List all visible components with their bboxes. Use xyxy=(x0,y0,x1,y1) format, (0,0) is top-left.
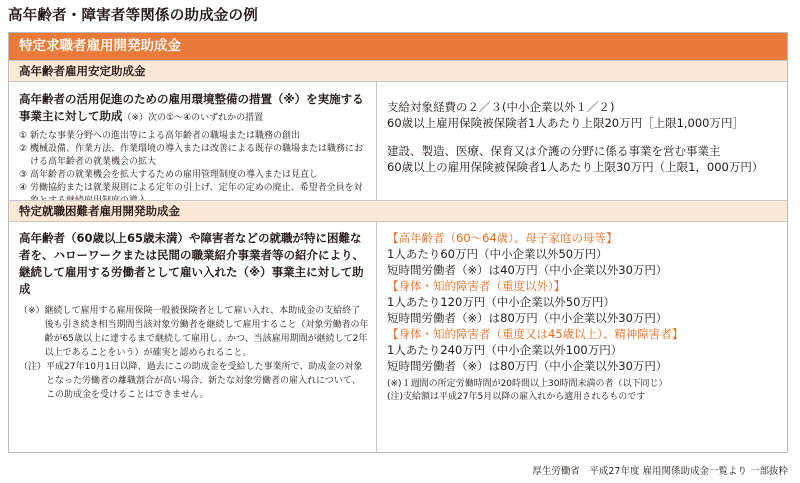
amount-line: 60歳以上の雇用保険被保険者1人あたり上限30万円（上限1，000万円） xyxy=(387,160,764,174)
section2-lead: 高年齢者（60歳以上65歳未満）や障害者などの就職が特に困難な者を、ハローワークまたは民間の職業紹介事業者等の紹介により、継続して雇用する労働者として雇い入れた（※）事業主に対して助成 xyxy=(19,231,364,296)
source-citation: 厚生労働省 平成27年度 雇用関係助成金一覧より 一部抜粋 xyxy=(532,466,788,477)
item-text: 高年齢者の就業機会を拡大するための雇用管理制度の導入または見直し xyxy=(30,170,319,180)
section2-notes xyxy=(19,304,369,402)
group-heading: 【身体・知的障害者（重度又は45歳以上）、精神障害者】 xyxy=(387,327,684,341)
section1-right xyxy=(387,99,782,175)
section1-lead-note: （※）次の①～④のいずれかの措置 xyxy=(122,113,264,123)
item-marker: ② xyxy=(19,144,28,154)
note-text: 継続して雇用する雇用保険一般被保険者として雇い入れ、本助成金の支給終了後も引き続き相当期間当該対象労働者を継続して雇用すること（対象労働者の年齢が65歳以上に達するまで継続して雇用し、かつ、当該雇用期間が継続して2年以上であることをいう）が確実と認められること。 xyxy=(44,306,369,358)
amount-line: 1人あたり60万円（中小企業以外50万円） xyxy=(387,247,608,261)
section1-left xyxy=(19,91,369,208)
list-item xyxy=(19,143,369,169)
amount-line: 1人あたり240万円（中小企業以外100万円） xyxy=(387,343,623,357)
item-text: 労働協約または就業規則による定年の引上げ、定年の定めの廃止、希望者全員を対 xyxy=(30,183,363,193)
note-item xyxy=(19,360,369,402)
section1-items xyxy=(19,130,369,208)
section1-lead xyxy=(19,91,369,127)
amount-line: 1人あたり120万円（中小企業以外50万円） xyxy=(387,295,615,309)
item-marker: ③ xyxy=(19,170,28,180)
amount-line: 短時間労働者（※）は80万円（中小企業以外30万円） xyxy=(387,359,668,373)
item-text: 新たな事業分野への進出等による高年齢者の職場または職務の創出 xyxy=(30,131,301,141)
list-item xyxy=(19,169,369,182)
note-marker: （注） xyxy=(19,362,47,372)
item-marker: ① xyxy=(19,131,28,141)
note-marker: （※） xyxy=(19,306,45,316)
list-item xyxy=(19,130,369,143)
section2-left xyxy=(19,230,369,402)
note-text: 平成27年10月1日以降、過去にこの助成金を受給した事業所で、助成金の対象となった労働者の離職割合が高い場合、新たな対象労働者の雇入れについて、この助成金を受けることはできません。 xyxy=(46,362,363,400)
amount-line: 支給対象経費の２／３(中小企業以外１／２) xyxy=(387,100,615,114)
amount-line: 建設、製造、医療、保育又は介護の分野に係る事業を営む事業主 xyxy=(387,144,721,158)
amount-line: 短時間労働者（※）は80万円（中小企業以外30万円） xyxy=(387,311,668,325)
group-heading: 【身体・知的障害者（重度以外）】 xyxy=(387,279,566,293)
section2-divider xyxy=(376,222,377,453)
footnote: (注)支給額は平成27年5月以降の雇入れから適用されるものです xyxy=(387,392,646,402)
footnote: (※)１週間の所定労働時間が20時間以上30時間未満の者（以下同じ） xyxy=(387,379,668,389)
amount-line: 短時間労働者（※）は40万円（中小企業以外30万円） xyxy=(387,263,668,277)
item-text: 機械設備、作業方法、作業環境の導入または改善による既存の職場または職務における高年齢者の就業機会の拡大 xyxy=(30,144,364,167)
section1-lead-text: 高年齢者の活用促進のための雇用環境整備の措置（※）を実施する事業主に対して助成 xyxy=(19,92,364,123)
amount-line: 60歳以上雇用保険被保険者1人あたり上限20万円［上限1,000万円］ xyxy=(387,116,745,130)
section1-header: 高年齢者雇用安定助成金 xyxy=(9,60,787,82)
section1-divider xyxy=(376,82,377,200)
subsidy-table xyxy=(8,32,788,453)
section2-right xyxy=(387,230,782,404)
group-heading: 【高年齢者（60～64歳）、母子家庭の母等】 xyxy=(387,231,618,245)
page-title: 高年齢者・障害者等関係の助成金の例 xyxy=(8,8,258,24)
section2-header: 特定就職困難者雇用開発助成金 xyxy=(9,200,787,222)
item-marker: ④ xyxy=(19,183,28,193)
table-header: 特定求職者雇用開発助成金 xyxy=(9,33,787,60)
note-item xyxy=(19,304,369,360)
